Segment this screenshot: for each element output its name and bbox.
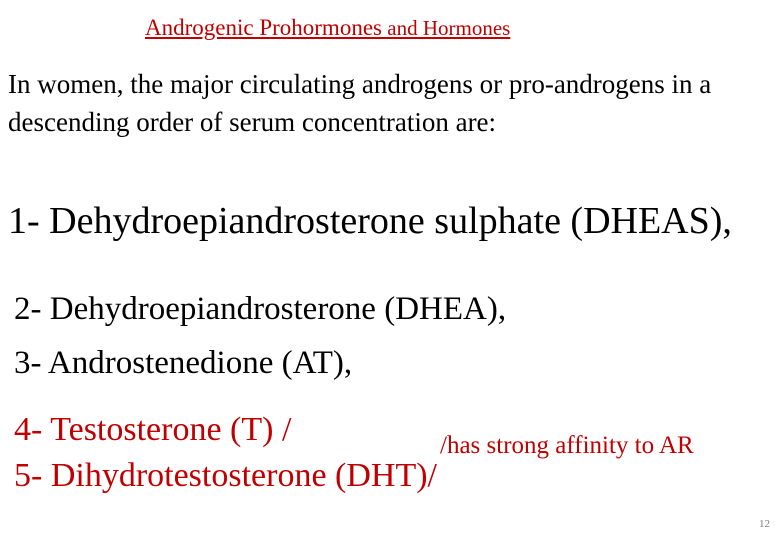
ar-affinity-note: /has strong affinity to AR <box>440 432 694 459</box>
slide-title-suffix: and Hormones <box>382 16 511 40</box>
intro-paragraph: In women, the major circulating androgens or pro-androgens in a descending order of serum concentration are: <box>8 69 712 137</box>
list-item-dhea: 2- Dehydroepiandrosterone (DHEA), <box>14 291 507 327</box>
list-item-testosterone: 4- Testosterone (T) / <box>14 411 292 448</box>
list-item-dheas: 1- Dehydroepiandrosterone sulphate (DHEAS), <box>8 200 732 242</box>
slide-title-main: Androgenic Prohormones <box>145 15 382 40</box>
list-item-androstenedione: 3- Androstenedione (AT), <box>14 345 353 381</box>
slide-title <box>145 16 510 39</box>
list-item-dht: 5- Dihydrotestosterone (DHT)/ <box>14 457 438 494</box>
page-number: 12 <box>759 518 770 530</box>
